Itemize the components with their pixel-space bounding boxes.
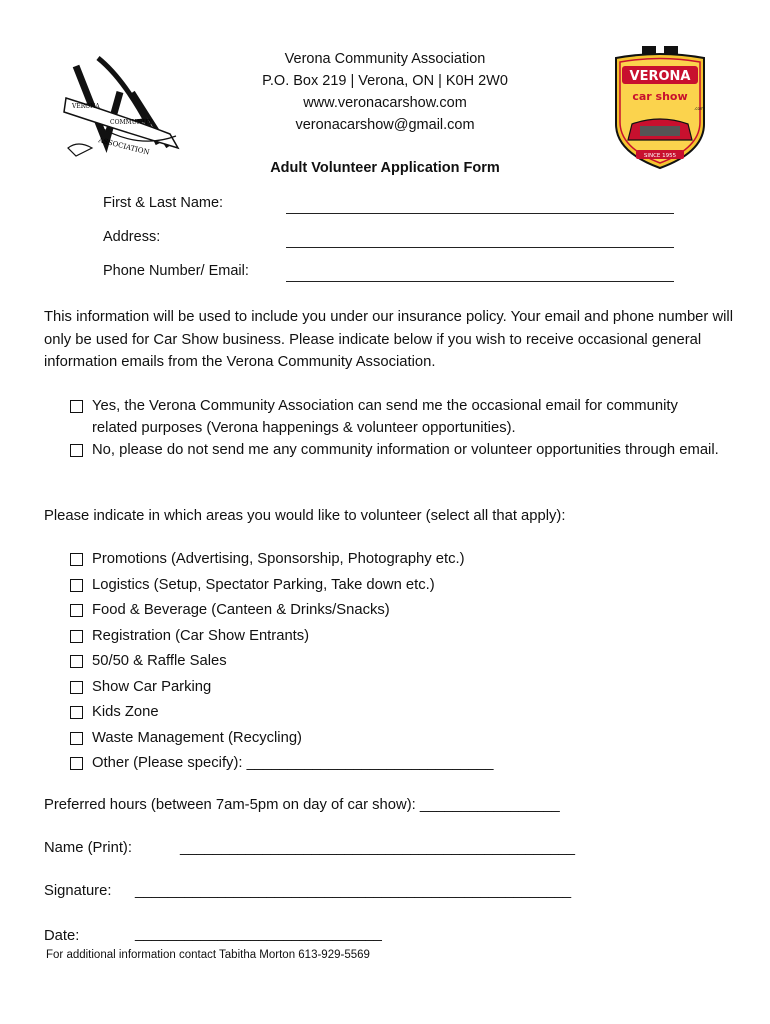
- checkbox-no[interactable]: [70, 444, 83, 457]
- area-checkbox[interactable]: [70, 579, 83, 592]
- email-option-no[interactable]: [70, 439, 722, 461]
- area-option[interactable]: [70, 548, 722, 570]
- preferred-hours[interactable]: Preferred hours (between 7am-5pm on day of car show): _________________: [44, 797, 560, 813]
- date-line[interactable]: ______________________________: [135, 926, 382, 942]
- car-show-logo-badge: SINCE 1955: [643, 153, 677, 159]
- contact-input-line[interactable]: [286, 281, 674, 282]
- vca-logo-bottom: ASSOCIATION: [97, 136, 151, 157]
- name-label: First & Last Name:: [103, 195, 224, 211]
- area-option[interactable]: [70, 574, 722, 596]
- form-title: Adult Volunteer Application Form: [270, 160, 500, 176]
- area-label: Waste Management (Recycling): [92, 729, 302, 746]
- address-label: Address:: [103, 229, 161, 245]
- area-option[interactable]: [70, 625, 722, 647]
- area-label: 50/50 & Raffle Sales: [92, 653, 227, 669]
- area-checkbox[interactable]: [70, 706, 83, 719]
- name-input-line[interactable]: [286, 213, 674, 214]
- area-checkbox[interactable]: [70, 655, 83, 668]
- areas-prompt: Please indicate in which areas you would like to volunteer (select all that apply):: [44, 508, 566, 524]
- car-show-logo-domain: .com: [694, 106, 704, 111]
- area-option[interactable]: [70, 752, 722, 774]
- org-address: P.O. Box 219 | Verona, ON | K0H 2W0: [262, 73, 508, 89]
- vca-logo-mid: COMMUNITY: [110, 119, 153, 126]
- footer-contact: For additional information contact Tabitha Morton 613-929-5569: [46, 949, 370, 961]
- area-option[interactable]: [70, 650, 722, 672]
- org-name: Verona Community Association: [284, 51, 486, 67]
- car-show-logo-title: VERONA: [629, 69, 691, 84]
- area-label: Promotions (Advertising, Sponsorship, Photography etc.): [92, 551, 465, 567]
- area-label: Other (Please specify): ______________________________: [92, 755, 494, 771]
- area-option[interactable]: [70, 676, 722, 698]
- signature-line[interactable]: _____________________________________________________: [135, 883, 572, 899]
- area-label: Registration (Car Show Entrants): [92, 627, 310, 644]
- area-checkbox[interactable]: [70, 630, 83, 643]
- area-checkbox[interactable]: [70, 553, 83, 566]
- area-option[interactable]: [70, 727, 722, 749]
- area-checkbox[interactable]: [70, 732, 83, 745]
- vca-logo-top: VERONA: [72, 103, 100, 110]
- area-label: Kids Zone: [92, 704, 159, 720]
- car-show-logo-subtitle: car show: [632, 90, 688, 103]
- area-option[interactable]: [70, 599, 722, 621]
- email-option-yes[interactable]: [70, 395, 722, 439]
- area-checkbox[interactable]: [70, 681, 83, 694]
- org-email: veronacarshow@gmail.com: [295, 117, 475, 133]
- org-website: www.veronacarshow.com: [303, 95, 467, 111]
- header-block: [0, 48, 770, 136]
- area-checkbox[interactable]: [70, 757, 83, 770]
- signature-label: Signature:: [44, 883, 112, 899]
- checkbox-yes[interactable]: [70, 400, 83, 413]
- area-label: Show Car Parking: [92, 678, 212, 695]
- email-option-yes-text: Yes, the Verona Community Association can send me the occasional email for community related purposes (Verona happenings & volunteer opportunities).: [92, 398, 678, 436]
- info-paragraph: This information will be used to include you under our insurance policy. Your email and phone number will only be used for Car Show business. Please indicate below if you wish to receive occasional general information emails from the Verona Community Association.: [44, 309, 733, 370]
- area-label: Logistics (Setup, Spectator Parking, Take down etc.): [92, 576, 435, 593]
- area-checkbox[interactable]: [70, 604, 83, 617]
- name-print-line[interactable]: ________________________________________________: [180, 840, 576, 856]
- name-print-label: Name (Print):: [44, 840, 132, 856]
- email-option-no-text: No, please do not send me any community information or volunteer opportunities through email.: [92, 442, 719, 458]
- area-label: Food & Beverage (Canteen & Drinks/Snacks): [92, 602, 390, 618]
- date-label: Date:: [44, 928, 80, 944]
- area-option[interactable]: [70, 701, 722, 723]
- contact-label: Phone Number/ Email:: [103, 263, 249, 279]
- address-input-line[interactable]: [286, 247, 674, 248]
